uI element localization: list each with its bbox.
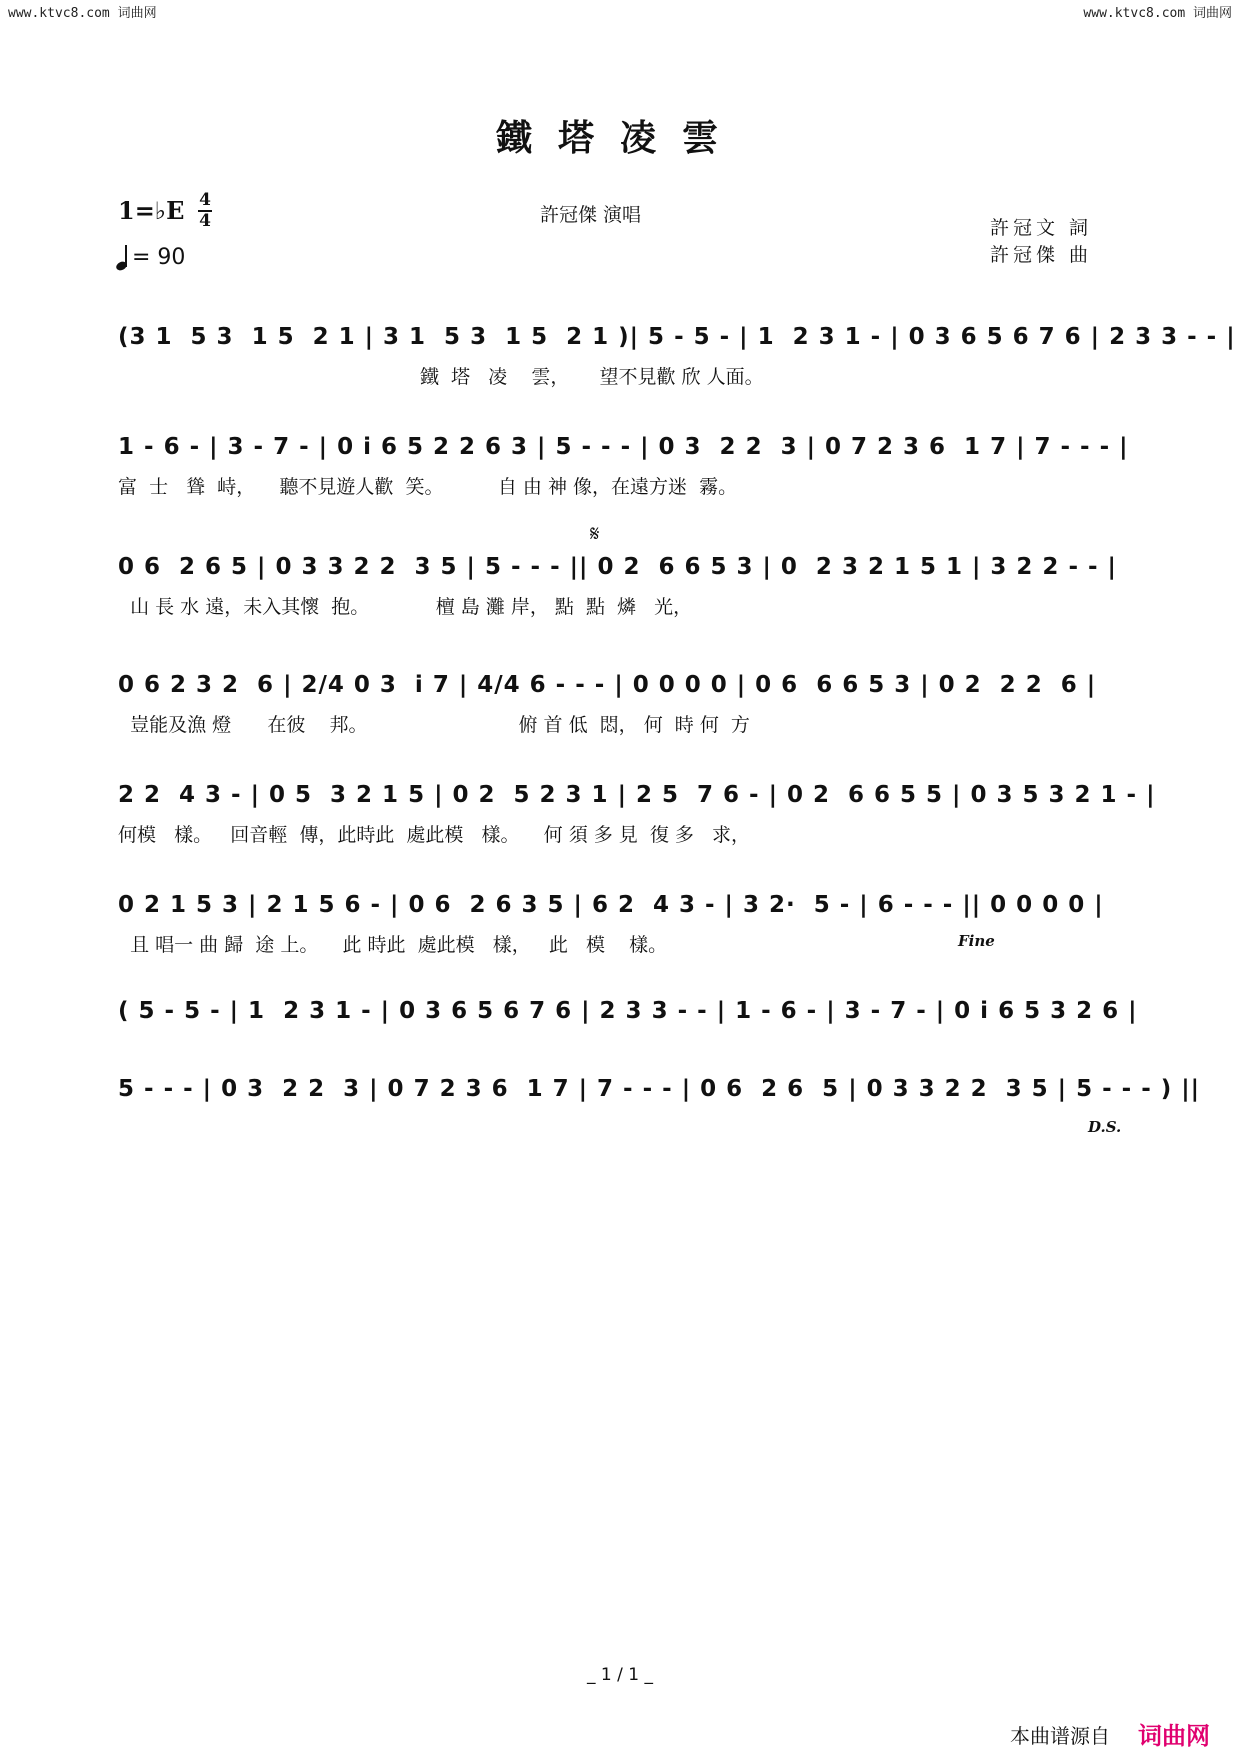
lyricist-credit: 許冠文 詞 [990,217,1093,239]
segno-sign: 𝄋 [590,522,600,547]
lyrics-line: 山 長 水 遠，未入其懷 抱。 檀 島 灘 岸， 點 點 燐 光， [118,596,693,618]
score-system-8 [118,1074,1201,1104]
lyrics-line: 鐵 塔 凌 雲， 望不見歡 欣 人面。 [118,366,764,388]
score-system-5 [118,780,1156,848]
page-number: _ 1 / 1 _ [587,1665,653,1685]
fine-marking: Fine [958,932,995,950]
site-watermark-left[interactable]: www.ktvc8.com 词曲网 [8,6,157,21]
lyrics-line: 且 唱一 曲 歸 途 上。 此 時此 處此模 樣， 此 模 樣。 [118,934,668,956]
score-system-3 [118,552,1118,620]
lyrics-line: 富 士 聳 峙， 聽不見遊人歡 笑。 自 由 神 像，在遠方迷 霧。 [118,476,738,498]
song-title: 鐵塔凌雲 [495,117,744,159]
lyrics-line: 何模 樣。 回音輕 傳，此時此 處此模 樣。 何 須 多 見 復 多 求， [118,824,751,846]
tempo-marking [116,244,185,270]
notation-line: 1 - 6 - | 3 - 7 - | 0 i 6 5 2 2 6 3 | 5 - - - | 0 3 2 2 3 | 0 7 2 3 6 1 7 | 7 - - - | [118,434,1129,460]
performer-credit: 許冠傑 演唱 [540,204,642,226]
ds-marking: D.S. [1088,1118,1122,1136]
notation-line: 0 6 2 6 5 | 0 3 3 2 2 3 5 | 5 - - - || 0 2 6 6 5 3 | 0 2 3 2 1 5 1 | 3 2 2 - - | [118,554,1117,580]
composer-credit: 許冠傑 曲 [990,244,1093,266]
key-signature: 1=♭E [118,196,185,225]
time-signature [198,192,212,230]
notation-line: 5 - - - | 0 3 2 2 3 | 0 7 2 3 6 1 7 | 7 - - - | 0 6 2 6 5 | 0 3 3 2 2 3 5 | 5 - - - ) || [118,1076,1201,1102]
score-system-4 [118,670,1118,738]
time-signature-bottom: 4 [199,211,211,231]
source-label: 本曲谱源自 [1010,1724,1110,1748]
source-brand-link[interactable]: 词曲网 [1138,1722,1210,1750]
score-system-1 [118,322,1236,390]
notation-line: 2 2 4 3 - | 0 5 3 2 1 5 | 0 2 5 2 3 1 | 2 5 7 6 - | 0 2 6 6 5 5 | 0 3 5 3 2 1 - | [118,782,1156,808]
site-watermark-right[interactable]: www.ktvc8.com 词曲网 [1083,6,1232,21]
score-system-7 [118,996,1138,1026]
time-signature-top: 4 [199,190,211,210]
lyrics-line: 豈能及漁 燈 在彼 邦。 俯 首 低 悶， 何 時 何 方 [118,714,750,736]
notation-line: (3 1 5 3 1 5 2 1 | 3 1 5 3 1 5 2 1 )| 5 - 5 - | 1 2 3 1 - | 0 3 6 5 6 7 6 | 2 3 3 - - | [118,324,1236,350]
notation-line: 0 2 1 5 3 | 2 1 5 6 - | 0 6 2 6 3 5 | 6 2 4 3 - | 3 2· 5 - | 6 - - - || 0 0 0 0 | [118,892,1104,918]
tempo-value: = 90 [132,244,186,270]
quarter-note-icon [116,244,128,270]
score-system-2 [118,432,1129,500]
notation-line: ( 5 - 5 - | 1 2 3 1 - | 0 3 6 5 6 7 6 | 2 3 3 - - | 1 - 6 - | 3 - 7 - | 0 i 6 5 3 2 6 | [118,998,1138,1024]
notation-line: 0 6 2 3 2 6 | 2/4 0 3 i 7 | 4/4 6 - - - | 0 0 0 0 | 0 6 6 6 5 3 | 0 2 2 2 6 | [118,672,1097,698]
